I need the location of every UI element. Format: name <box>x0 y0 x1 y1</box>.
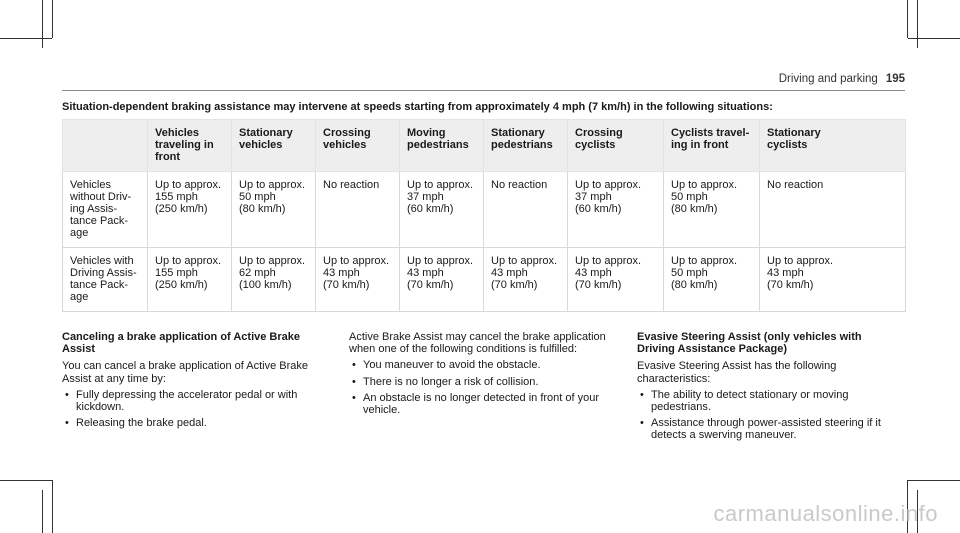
list-item: • An obstacle is no longer detected in front of your vehicle. <box>349 392 617 416</box>
cell-text: (70 km/h) <box>767 279 814 291</box>
cancel-body: You can cancel a brake application of Active Brake Assist at any time by: <box>62 360 309 385</box>
cell-text: 62 mph <box>239 267 276 279</box>
watermark: carmanualsonline.info <box>713 501 938 526</box>
header-text: pedestrians <box>491 139 553 151</box>
table-cell <box>400 248 484 312</box>
cell-text: (70 km/h) <box>575 279 622 291</box>
table-cell <box>760 248 906 312</box>
cell-text: Up to approx. <box>155 179 222 191</box>
header-text: vehicles <box>239 139 283 151</box>
crop-mark <box>0 480 52 481</box>
cell-text: 155 mph <box>155 267 198 279</box>
header-text: vehicles <box>323 139 367 151</box>
cell-text: Vehicles <box>70 179 111 191</box>
table-header-cell <box>400 120 484 172</box>
cell-text: tance Pack- <box>70 215 129 227</box>
cell-text: (70 km/h) <box>491 279 538 291</box>
cell-text: Up to approx. <box>239 255 306 267</box>
crop-mark <box>52 480 53 533</box>
cell-text: age <box>70 291 89 303</box>
list-item: • Releasing the brake pedal. <box>62 417 322 429</box>
table-header-cell <box>232 120 316 172</box>
table-header-cell <box>148 120 232 172</box>
cell-text: (250 km/h) <box>155 279 208 291</box>
cell-text: Up to approx. <box>323 255 390 267</box>
table-cell <box>484 172 568 248</box>
header-text: front <box>155 151 181 163</box>
header-text: Stationary <box>767 127 821 139</box>
cell-text: No reaction <box>323 179 380 191</box>
page-number: 195 <box>885 73 905 85</box>
list-item: • The ability to detect stationary or moving pedestrians. <box>637 389 899 413</box>
cell-text: Up to approx. <box>671 179 738 191</box>
cell-text: Up to approx. <box>671 255 738 267</box>
column-conditions <box>349 331 617 420</box>
cell-text: (80 km/h) <box>671 279 718 291</box>
header-text: Crossing <box>575 127 623 139</box>
cell-text: (250 km/h) <box>155 203 208 215</box>
speed-table <box>62 119 906 312</box>
table-header-row <box>63 120 906 172</box>
cell-text: age <box>70 227 89 239</box>
crop-mark <box>42 0 43 48</box>
cell-text: 43 mph <box>575 267 612 279</box>
cell-text: (60 km/h) <box>575 203 622 215</box>
table-cell <box>760 172 906 248</box>
cell-text: 50 mph <box>671 267 708 279</box>
header-text: Crossing <box>323 127 371 139</box>
cell-text: 155 mph <box>155 191 198 203</box>
cell-text: 43 mph <box>407 267 444 279</box>
crop-mark <box>42 490 43 533</box>
header-text: Vehicles <box>155 127 200 139</box>
cell-text: No reaction <box>767 179 824 191</box>
table-header-cell <box>568 120 664 172</box>
cell-text: (70 km/h) <box>407 279 454 291</box>
cell-text: Vehicles with <box>70 255 134 267</box>
table-row <box>63 248 906 312</box>
cell-text: 37 mph <box>407 191 444 203</box>
column-evasive <box>637 331 899 446</box>
cell-text: (70 km/h) <box>323 279 370 291</box>
page-header <box>779 73 905 85</box>
intro-text: Situation-dependent braking assistance may intervene at speeds starting from approximately 4 mph (7 km/h) in the following situations: <box>62 101 773 113</box>
table-header-cell <box>63 120 148 172</box>
header-text: ing in front <box>671 139 729 151</box>
conditions-list <box>349 359 617 416</box>
cell-text: 43 mph <box>491 267 528 279</box>
cell-text: Up to approx. <box>575 255 642 267</box>
crop-mark <box>907 0 908 38</box>
table-cell <box>316 172 400 248</box>
cell-text: 43 mph <box>767 267 804 279</box>
header-text: Cyclists travel- <box>671 127 750 139</box>
table-header-cell <box>664 120 760 172</box>
table-header-cell <box>484 120 568 172</box>
table-cell <box>232 172 316 248</box>
cell-text: 37 mph <box>575 191 612 203</box>
header-text: cyclists <box>575 139 616 151</box>
header-text: traveling in <box>155 139 214 151</box>
cell-text: (100 km/h) <box>239 279 292 291</box>
cell-text: 50 mph <box>239 191 276 203</box>
table-row <box>63 172 906 248</box>
crop-mark <box>917 0 918 48</box>
table-cell <box>232 248 316 312</box>
cell-text: tance Pack- <box>70 279 129 291</box>
table-cell <box>664 172 760 248</box>
column-cancel <box>62 331 322 433</box>
cancel-list <box>62 389 322 430</box>
row-label-cell <box>63 248 148 312</box>
cell-text: 43 mph <box>323 267 360 279</box>
header-text: Moving <box>407 127 446 139</box>
table-cell <box>664 248 760 312</box>
cell-text: ing Assis- <box>70 203 118 215</box>
table-cell <box>568 248 664 312</box>
crop-mark <box>908 38 960 39</box>
evasive-body: Evasive Steering Assist has the following characteristics: <box>637 360 837 385</box>
table-cell <box>568 172 664 248</box>
table-cell <box>316 248 400 312</box>
cell-text: (80 km/h) <box>671 203 718 215</box>
evasive-heading: Evasive Steering Assist (only vehicles with Driving Assistance Package) <box>637 331 862 356</box>
list-item: • There is no longer a risk of collision. <box>349 376 617 388</box>
header-text: pedestrians <box>407 139 469 151</box>
cell-text: No reaction <box>491 179 548 191</box>
list-item: • Fully depressing the accelerator pedal or with kickdown. <box>62 389 322 413</box>
cancel-heading: Canceling a brake application of Active Brake Assist <box>62 331 301 356</box>
cell-text: (60 km/h) <box>407 203 454 215</box>
cell-text: Up to approx. <box>239 179 306 191</box>
header-text: Stationary <box>491 127 545 139</box>
cell-text: (80 km/h) <box>239 203 286 215</box>
list-item: • You maneuver to avoid the obstacle. <box>349 359 617 371</box>
cell-text: 50 mph <box>671 191 708 203</box>
table-cell <box>484 248 568 312</box>
section-title: Driving and parking <box>778 73 878 85</box>
cell-text: Up to approx. <box>407 255 474 267</box>
table-cell <box>148 172 232 248</box>
cell-text: Up to approx. <box>575 179 642 191</box>
table-cell <box>148 248 232 312</box>
table-header-cell <box>316 120 400 172</box>
cell-text: Up to approx. <box>407 179 474 191</box>
table-header-cell <box>760 120 906 172</box>
crop-mark <box>52 0 53 38</box>
crop-mark <box>0 38 52 39</box>
row-label-cell <box>63 172 148 248</box>
header-divider <box>62 90 905 91</box>
header-text: cyclists <box>767 139 808 151</box>
cell-text: Up to approx. <box>155 255 222 267</box>
cell-text: without Driv- <box>70 191 132 203</box>
cell-text: Driving Assis- <box>70 267 137 279</box>
header-text: Stationary <box>239 127 293 139</box>
table-cell <box>400 172 484 248</box>
crop-mark <box>908 480 960 481</box>
conditions-body: Active Brake Assist may cancel the brake application when one of the following conditions is fulfilled: <box>349 331 606 356</box>
cell-text: Up to approx. <box>767 255 834 267</box>
cell-text: Up to approx. <box>491 255 558 267</box>
list-item: • Assistance through power-assisted steering if it detects a swerving maneuver. <box>637 417 899 441</box>
evasive-list <box>637 389 899 442</box>
